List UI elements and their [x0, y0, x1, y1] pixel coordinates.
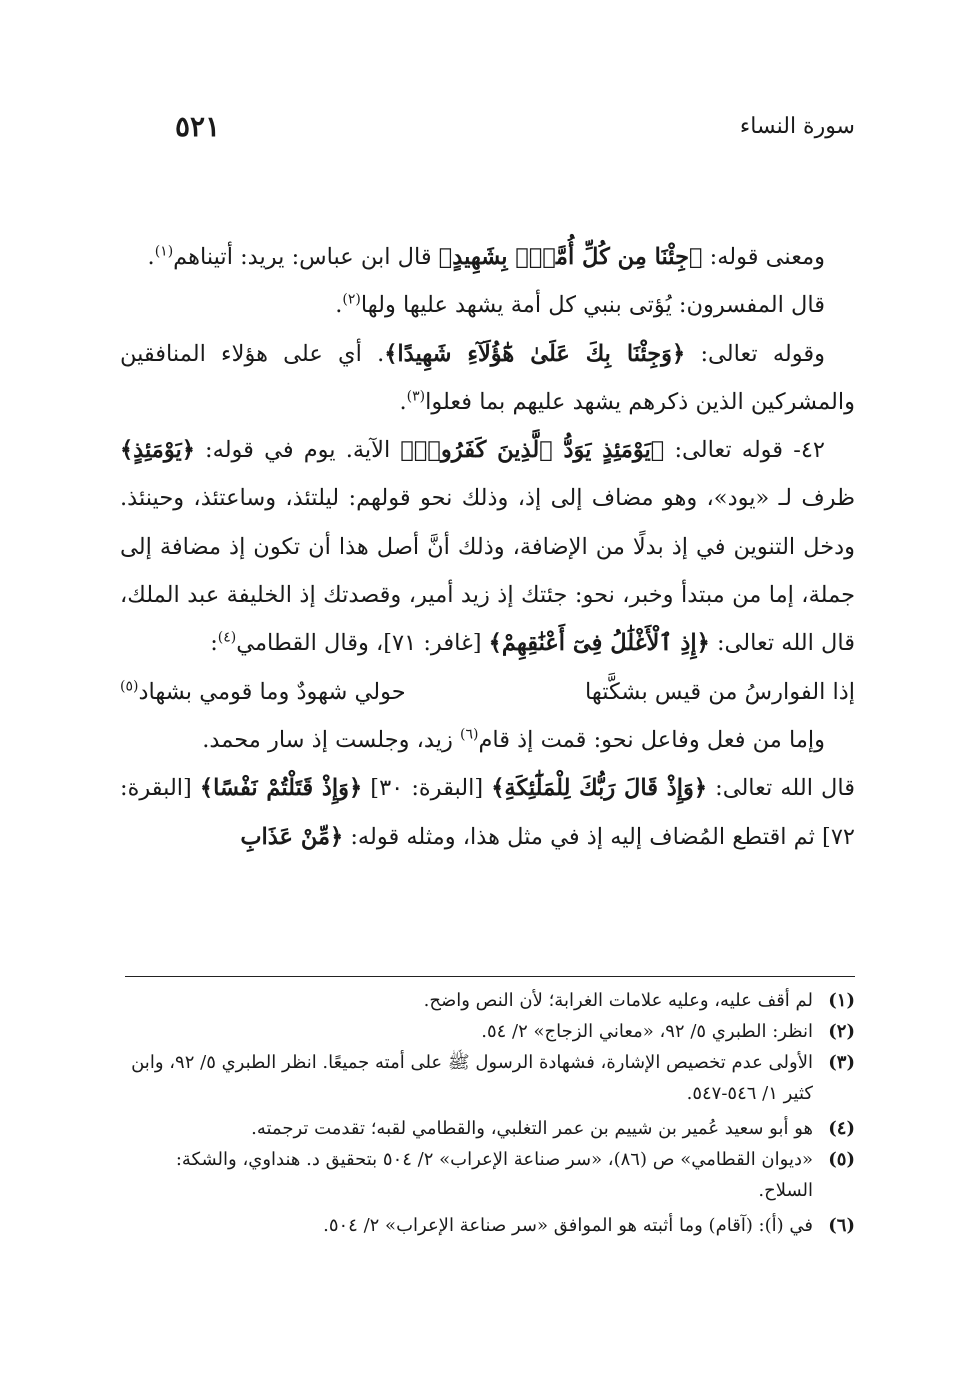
footnotes-section [120, 985, 855, 1241]
footnote-divider [125, 976, 855, 977]
footnote-number: (١) [828, 990, 855, 1011]
text-segment: وإما من فعل وفاعل نحو: قمت إذ قام [478, 726, 825, 753]
footnote-text: لم أقف عليه، وعليه علامات الغرابة؛ لأن النص واضح. [423, 990, 813, 1011]
footnote-number: (٢) [828, 1021, 855, 1042]
footnote-number: (٦) [828, 1215, 855, 1236]
quran-verse: ﴿يَوْمَئِذٍ﴾ [120, 437, 195, 464]
footnote-ref[interactable]: (٢) [342, 291, 361, 308]
quran-verse: ﴿جِئْنَا مِن كُلِّ أُمَّةٍۭ بِشَهِيدٍ﴾ [438, 244, 703, 270]
text-segment: . [147, 244, 155, 270]
text-segment: . أي على هؤلاء المنافقين والمشركين الذين ذكرهم يشهد عليهم بما فعلوا [120, 340, 855, 415]
quran-verse: ﴿وَجِئْنَا بِكَ عَلَىٰ هَٰٓؤُلَآءِ شَهِيدًا﴾ [384, 340, 686, 367]
text-segment: قال المفسرون: يُؤتى بنبي كل أمة يشهد عليها ولها [360, 292, 825, 319]
text-segment: وقوله تعالى: [685, 340, 825, 367]
paragraph-6 [120, 764, 855, 861]
text-segment: ٤٢- قوله تعالى: [664, 437, 825, 464]
footnote-item [120, 1047, 855, 1109]
paragraph-4 [120, 426, 855, 667]
text-segment: . [399, 388, 407, 415]
paragraph-2 [120, 281, 855, 329]
poem-hemistich-first: إذا الفوارسُ من قيس بشكَّتها [584, 678, 855, 705]
quran-verse: ﴿مِّنْ عَذَابِ [240, 823, 344, 850]
footnote-number: (٤) [828, 1118, 855, 1139]
footnote-ref[interactable]: (٤) [217, 629, 237, 646]
footnote-text: «ديوان القطامي» ص (٨٦)، «سر صناعة الإعراب» ٢/ ٥٠٤ بتحقيق د. هنداوي، والشكة: السلاح. [175, 1149, 813, 1201]
paragraph-5 [120, 716, 855, 764]
quran-verse: ﴿وَإِذْ قَتَلْتُمْ نَفْسًا﴾ [199, 775, 363, 802]
text-segment: قال الله تعالى: [707, 775, 855, 802]
footnote-item [120, 1144, 855, 1206]
running-title: سورة النساء [739, 114, 855, 139]
page-header [120, 110, 855, 150]
text-segment: قال ابن عباس: يريد: أتيناهم [173, 244, 439, 270]
poem-hemistich-second [120, 668, 406, 716]
footnote-ref[interactable]: (٦) [460, 726, 479, 743]
paragraph-1 [120, 233, 855, 281]
footnote-number: (٣) [828, 1052, 855, 1073]
footnote-ref[interactable]: (٥) [120, 678, 139, 695]
footnote-text: انظر: الطبري ٥/ ٩٢، «معاني الزجاج» ٢/ ٥٤. [481, 1021, 813, 1042]
text-segment: [البقرة: ٣٠] [362, 775, 492, 802]
text-segment: [غافر: ٧١]، وقال القطامي [236, 630, 489, 657]
footnote-text: الأولى عدم تخصيص الإشارة، فشهادة الرسول ﷺ على أمته جميعًا. انظر الطبري ٥/ ٩٢، وابن كثير ١/ ٥٤٦-٥٤٧. [131, 1052, 813, 1104]
text-segment: . [335, 292, 343, 319]
footnote-text: هو أبو سعيد عُمير بن شييم بن عمر التغلبي، والقطامي لقبه؛ تقدمت ترجمته. [251, 1118, 813, 1139]
footnote-text: في (أ): (آقام) وما أثبته هو الموافق «سر صناعة الإعراب» ٢/ ٥٠٤. [323, 1215, 813, 1236]
footnote-item [120, 1016, 855, 1047]
main-text [120, 233, 855, 861]
footnote-number: (٥) [828, 1149, 855, 1170]
text-segment: ومعنى قوله: [702, 244, 825, 270]
text-segment: : [210, 630, 218, 657]
text-segment: حولي شهودٌ وما قومي بشهاد [138, 678, 406, 705]
quran-verse: ﴿يَوْمَئِذٍ يَوَدُّ ٱلَّذِينَ كَفَرُوا۟﴾ [400, 437, 665, 464]
footnote-item [120, 985, 855, 1016]
page-number: ٥٢١ [175, 110, 221, 143]
footnote-item [120, 1113, 855, 1144]
footnote-item [120, 1210, 855, 1241]
text-segment: ظرف لـ «يود»، وهو مضاف إلى إذ، وذلك نحو قولهم: ليلتئذ، وساعتئذ، وحينئذ. ودخل التنوين في إذ بدلًا من الإضافة، وذلك أنَّ أصل هذا أن تكون إذ مضافة إلى جملة، إما من مبتدأ وخبر، نحو: جئتك إذ زيد أمير، وقصدتك إذ الخليفة عبد الملك، قال الله تعالى: [120, 485, 855, 657]
paragraph-3 [120, 330, 855, 427]
text-segment: [البقرة: ٧٢] ثم اقتطع المُضاف إليه إذ في مثل هذا، ومثله قوله: [120, 775, 855, 850]
text-segment: زيد، وجلست إذ سار محمد. [202, 726, 460, 753]
poetry-verse [120, 668, 855, 716]
footnote-ref[interactable]: (٣) [406, 388, 426, 405]
quran-verse: ﴿وَإِذْ قَالَ رَبُّكَ لِلْمَلَٰٓئِكَةِ﴾ [491, 775, 708, 802]
text-segment: الآية. يوم في قوله: [194, 437, 401, 464]
footnote-ref[interactable]: (١) [154, 243, 174, 260]
quran-verse: ﴿إِذِ ٱلْأَغْلَٰلُ فِىٓ أَعْنَٰقِهِمْ﴾ [488, 630, 710, 657]
